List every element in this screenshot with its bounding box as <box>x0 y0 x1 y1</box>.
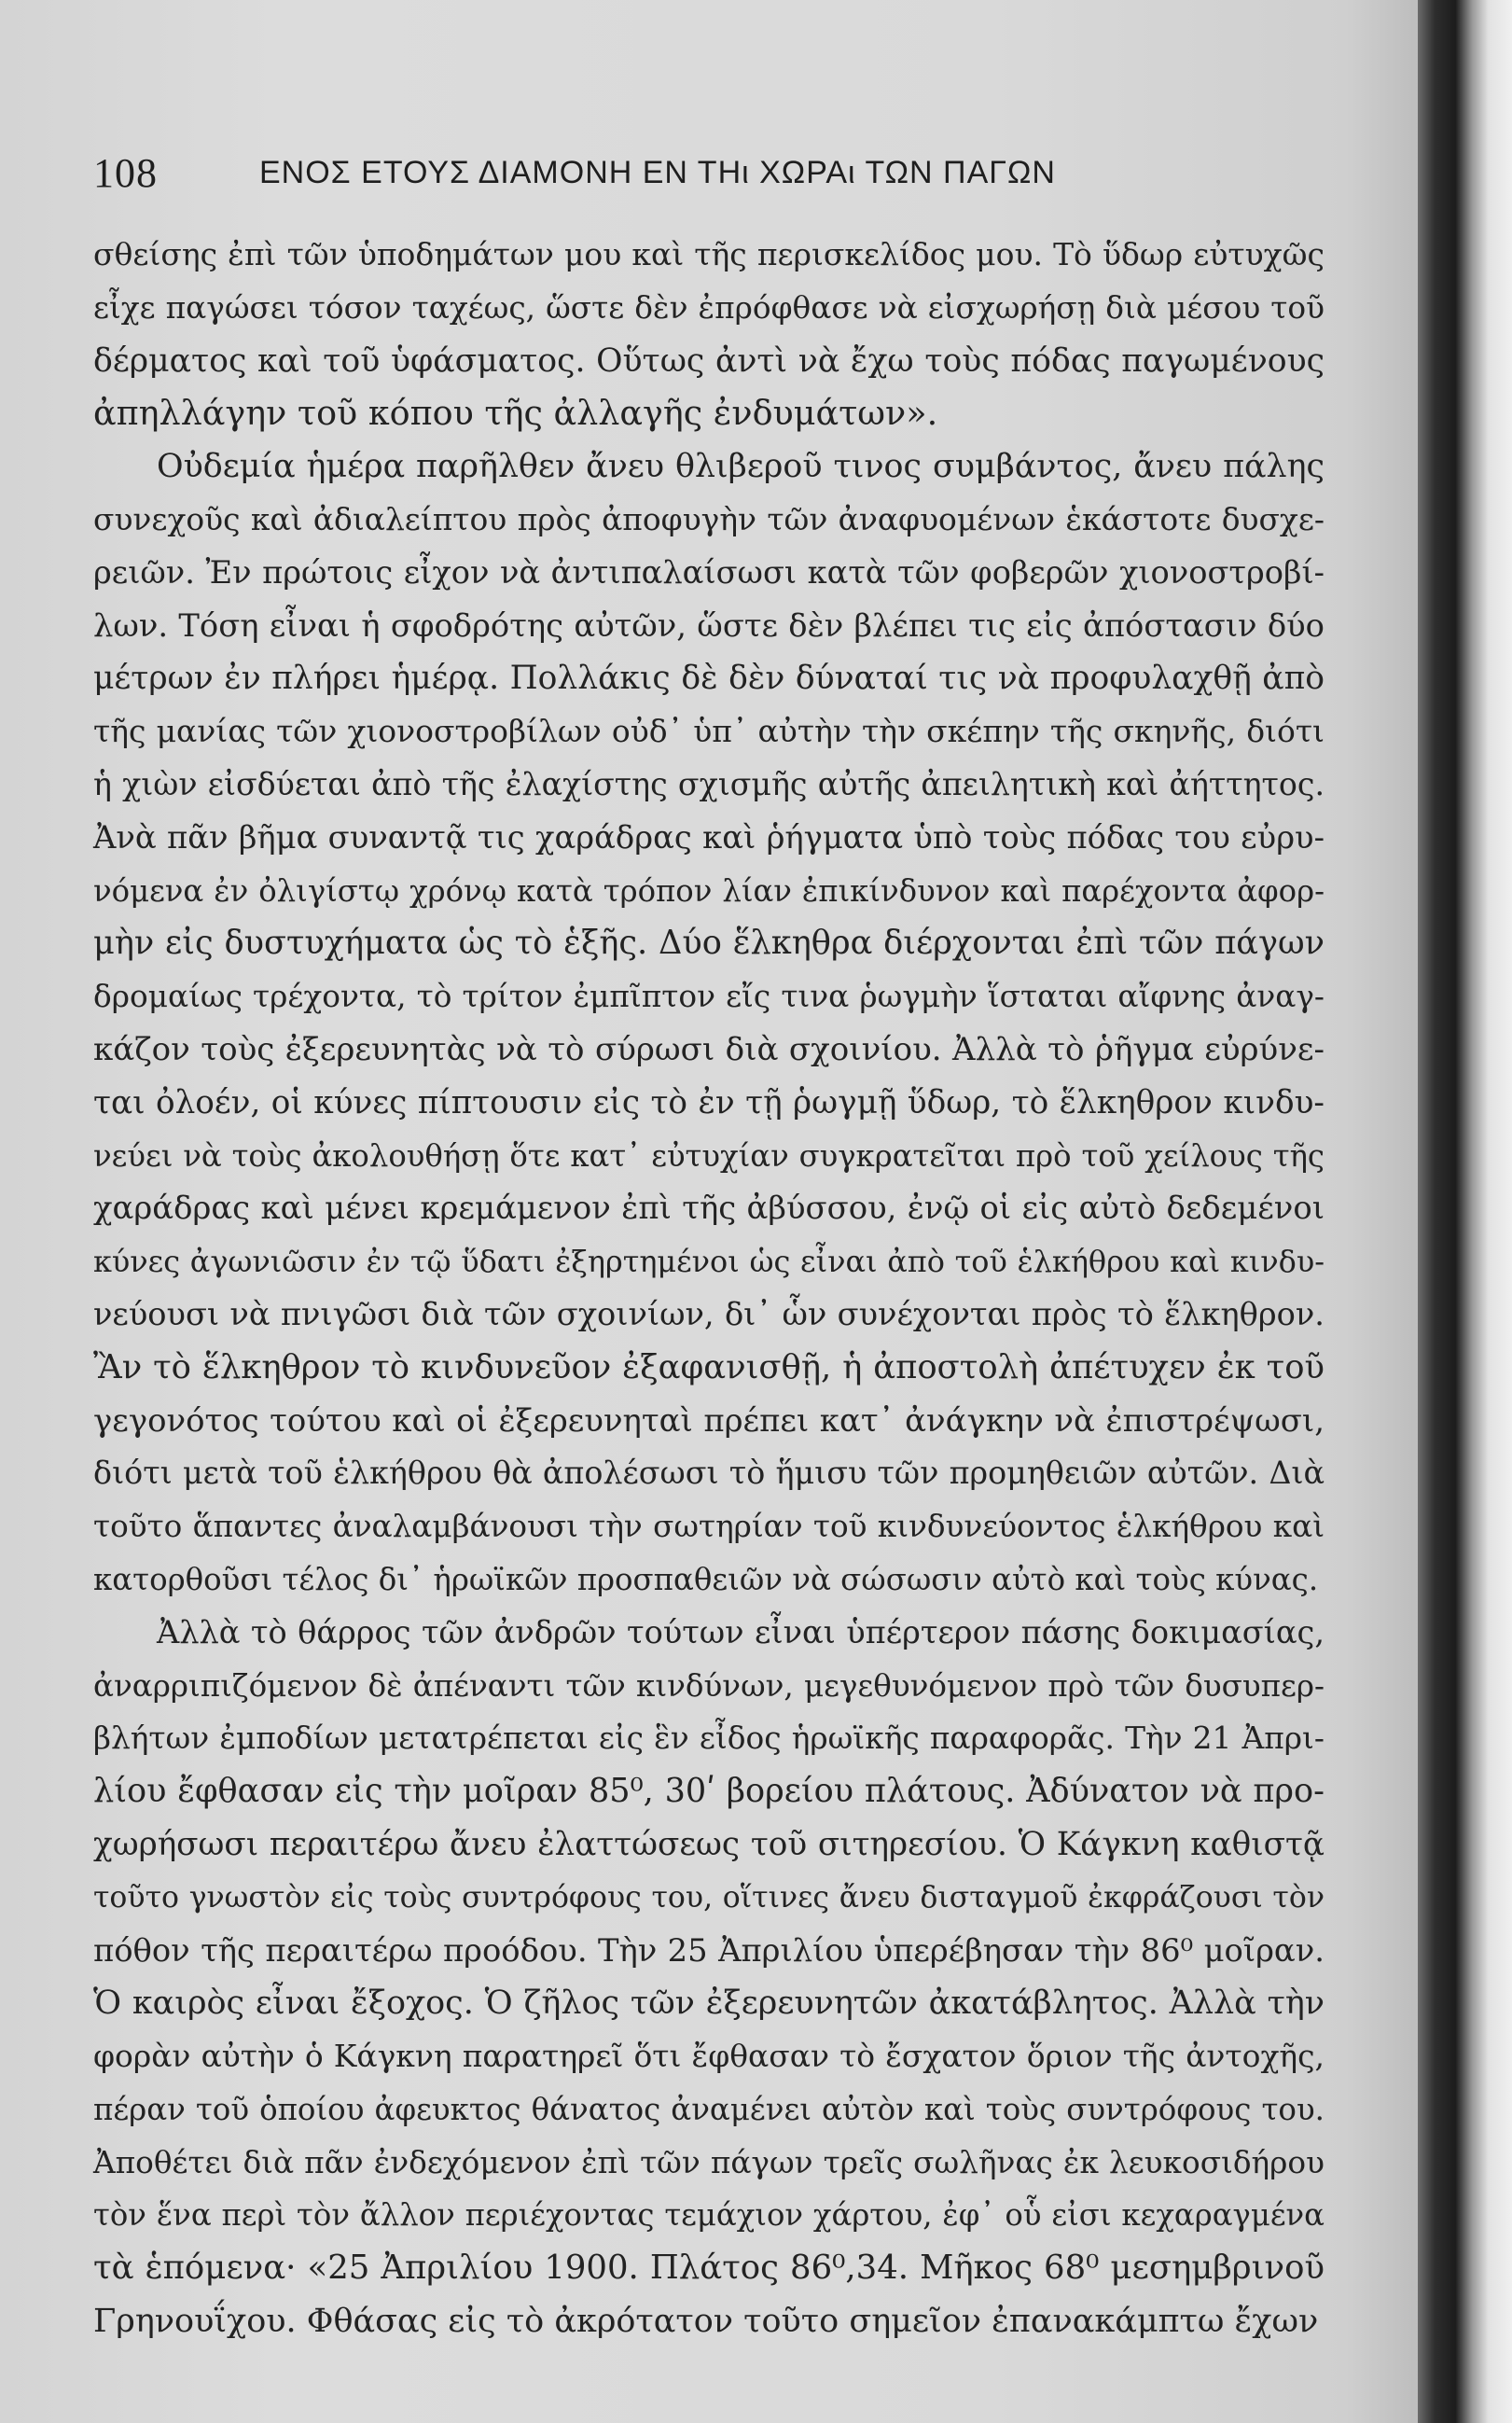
text-line: κατορθοῦσι τέλος δι᾽ ἡρωϊκῶν προσπαθειῶν νὰ σώσωσιν αὐτὸ καὶ τοὺς κύνας. <box>93 1561 1319 1597</box>
text-line: μὴν εἰς δυστυχήματα ὡς τὸ ἑξῆς. Δύο ἕλκηθρα διέρχονται ἐπὶ τῶν πάγων <box>93 924 1325 963</box>
text-line: τῆς μανίας τῶν χιονοστροβίλων οὐδ᾽ ὑπ᾽ αὐτὴν τὴν σκέπην τῆς σκηνῆς, διότι <box>93 713 1325 750</box>
book-binding-gutter <box>1418 0 1512 2423</box>
text-line: διότι μετὰ τοῦ ἑλκήθρου θὰ ἀπολέσωσι τὸ ἥμισυ τῶν προμηθειῶν αὐτῶν. Διὰ <box>93 1455 1325 1492</box>
text-line: Ἀποθέτει διὰ πᾶν ἐνδεχόμενον ἐπὶ τῶν πάγων τρεῖς σωλῆνας ἐκ λευκοσιδήρου <box>93 2144 1325 2180</box>
text-line: ἡ χιὼν εἰσδύεται ἀπὸ τῆς ἐλαχίστης σχισμῆς αὐτῆς ἀπειλητικὴ καὶ ἀήττητος. <box>93 765 1325 802</box>
text-line: νεύει νὰ τοὺς ἀκολουθήσῃ ὅτε κατ᾽ εὐτυχίαν συγκρατεῖται πρὸ τοῦ χείλους τῆς <box>93 1137 1325 1174</box>
text-line: χαράδρας καὶ μένει κρεμάμενον ἐπὶ τῆς ἀβύσσου, ἐνῷ οἱ εἰς αὐτὸ δεδεμένοι <box>93 1190 1325 1227</box>
text-line: κύνες ἀγωνιῶσιν ἐν τῷ ὕδατι ἐξηρτημένοι ὡς εἶναι ἀπὸ τοῦ ἑλκήθρου καὶ κινδυ- <box>93 1244 1325 1280</box>
text-line: σθείσης ἐπὶ τῶν ὑποδημάτων μου καὶ τῆς περισκελίδος μου. Τὸ ὕδωρ εὐτυχῶς <box>93 236 1325 272</box>
text-line: φορὰν αὐτὴν ὁ Κάγκνη παρατηρεῖ ὅτι ἔφθασαν τὸ ἔσχατον ὅριον τῆς ἀντοχῆς, <box>93 2038 1325 2075</box>
text-line: τοῦτο ἅπαντες ἀναλαμβάνουσι τὴν σωτηρίαν τοῦ κινδυνεύοντος ἑλκήθρου καὶ <box>93 1509 1325 1545</box>
text-line: δρομαίως τρέχοντα, τὸ τρίτον ἐμπῖπτον εἴς τινα ῥωγμὴν ἵσταται αἴφνης ἀναγ- <box>93 979 1325 1015</box>
text-line: χωρήσωσι περαιτέρω ἄνευ ἐλαττώσεως τοῦ σιτηρεσίου. Ὁ Κάγκνη καθιστᾷ <box>93 1825 1325 1863</box>
text-line: Ἀλλὰ τὸ θάρρος τῶν ἀνδρῶν τούτων εἶναι ὑπέρτερον πάσης δοκιμασίας, <box>157 1613 1325 1650</box>
text-line: Οὐδεμία ἡμέρα παρῆλθεν ἄνευ θλιβεροῦ τινος συμβάντος, ἄνευ πάλης <box>157 448 1325 486</box>
text-line: Ὁ καιρὸς εἶναι ἔξοχος. Ὁ ζῆλος τῶν ἐξερευνητῶν ἀκατάβλητος. Ἀλλὰ τὴν <box>93 1984 1325 2023</box>
text-line: συνεχοῦς καὶ ἀδιαλείπτου πρὸς ἀποφυγὴν τῶν ἀναφυομένων ἑκάστοτε δυσχε- <box>93 500 1325 537</box>
text-line: μέτρων ἐν πλήρει ἡμέρᾳ. Πολλάκις δὲ δὲν δύναταί τις νὰ προφυλαχθῇ ἀπὸ <box>93 660 1325 698</box>
text-line: βλήτων ἐμποδίων μετατρέπεται εἰς ἓν εἶδος ἡρωϊκῆς παραφορᾶς. Τὴν 21 Ἀπρι- <box>93 1720 1325 1757</box>
text-line: Ἀνὰ πᾶν βῆμα συναντᾷ τις χαράδρας καὶ ῥήγματα ὑπὸ τοὺς πόδας του εὐρυ- <box>93 818 1325 856</box>
text-line: νόμενα ἐν ὀλιγίστῳ χρόνῳ κατὰ τρόπον λίαν ἐπικίνδυνον καὶ παρέχοντα ἀφορ- <box>93 872 1325 909</box>
text-line: γεγονότος τούτου καὶ οἱ ἐξερευνηταὶ πρέπει κατ᾽ ἀνάγκην νὰ ἐπιστρέψωσι, <box>93 1401 1325 1439</box>
text-line: τοῦτο γνωστὸν εἰς τοὺς συντρόφους του, οἵτινες ἄνευ δισταγμοῦ ἐκφράζουσι τὸν <box>93 1880 1325 1915</box>
text-line: νεύουσι νὰ πνιγῶσι διὰ τῶν σχοινίων, δι᾽ ὧν συνέχονται πρὸς τὸ ἕλκηθρον. <box>93 1295 1325 1332</box>
page-number: 108 <box>93 150 158 196</box>
page-header <box>93 149 1362 205</box>
text-line: ται ὀλοέν, οἱ κύνες πίπτουσιν εἰς τὸ ἐν τῇ ῥωγμῇ ὕδωρ, τὸ ἕλκηθρον κινδυ- <box>93 1083 1325 1121</box>
body-text <box>93 229 1325 2348</box>
text-line: ἀναρριπιζόμενον δὲ ἀπέναντι τῶν κινδύνων, μεγεθυνόμενον πρὸ τῶν δυσυπερ- <box>93 1667 1325 1704</box>
text-line: Γρηνουΐχου. Φθάσας εἰς τὸ ἀκρότατον τοῦτο σημεῖον ἐπανακάμπτω ἔχων <box>93 2303 1319 2341</box>
text-line: λίου ἔφθασαν εἰς τὴν μοῖραν 85⁰, 30ʹ βορείου πλάτους. Ἀδύνατον νὰ προ- <box>93 1772 1325 1811</box>
text-line: ἀπηλλάγην τοῦ κόπου τῆς ἀλλαγῆς ἐνδυμάτων». <box>93 393 938 434</box>
text-line: κάζον τοὺς ἐξερευνητὰς νὰ τὸ σύρωσι διὰ σχοινίου. Ἀλλὰ τὸ ῥῆγμα εὐρύνε- <box>93 1030 1325 1068</box>
text-line: λων. Τόση εἶναι ἡ σφοδρότης αὐτῶν, ὥστε δὲν βλέπει τις εἰς ἀπόστασιν δύο <box>93 606 1325 644</box>
text-line: εἶχε παγώσει τόσον ταχέως, ὥστε δὲν ἐπρόφθασε νὰ εἰσχωρήσῃ διὰ μέσου τοῦ <box>93 289 1325 326</box>
text-line: δέρματος καὶ τοῦ ὑφάσματος. Οὕτως ἀντὶ νὰ ἔχω τοὺς πόδας παγωμένους <box>93 341 1325 380</box>
text-line: τὰ ἑπόμενα· «25 Ἀπριλίου 1900. Πλάτος 86⁰,34. Μῆκος 68⁰ μεσημβρινοῦ <box>93 2249 1325 2288</box>
text-line: Ἂν τὸ ἕλκηθρον τὸ κινδυνεῦον ἐξαφανισθῇ, ἡ ἀποστολὴ ἀπέτυχεν ἐκ τοῦ <box>93 1347 1325 1386</box>
text-line: ρειῶν. Ἐν πρώτοις εἶχον νὰ ἀντιπαλαίσωσι κατὰ τῶν φοβερῶν χιονοστροβί- <box>93 553 1325 591</box>
text-line: τὸν ἕνα περὶ τὸν ἄλλον περιέχοντας τεμάχιον χάρτου, ἐφ᾽ οὗ εἰσι κεχαραγμένα <box>93 2197 1325 2234</box>
text-line: πόθον τῆς περαιτέρω προόδου. Τὴν 25 Ἀπριλίου ὑπερέβησαν τὴν 86⁰ μοῖραν. <box>93 1931 1325 1969</box>
text-line: πέραν τοῦ ὁποίου ἀφευκτος θάνατος ἀναμένει αὐτὸν καὶ τοὺς συντρόφους του. <box>93 2091 1325 2127</box>
running-head: ΕΝΟΣ ΕΤΟΥΣ ΔΙΑΜΟΝΗ ΕΝ ΤΗι ΧΩΡΑι ΤΩΝ ΠΑΓΩΝ <box>259 155 1056 190</box>
